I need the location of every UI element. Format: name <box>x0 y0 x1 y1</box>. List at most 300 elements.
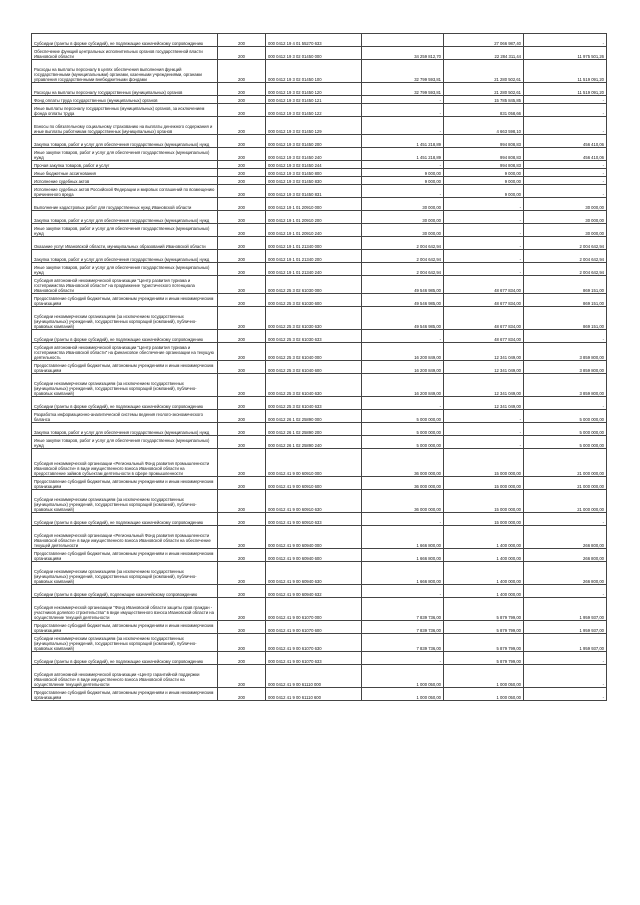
row-code-cell: 200 <box>218 423 266 436</box>
row-classification-cell: 000 0412 25 3 02 61030 000 <box>266 276 362 294</box>
row-executed-cell: - <box>444 423 524 436</box>
row-name-cell: Иные бюджетные ассигнования <box>32 169 218 177</box>
row-unexecuted-cell: 1 959 937,00 <box>524 598 607 621</box>
row-name-cell: Субсидии (гранты в форме субсидий), не подлежащие казначейскому сопровождению <box>32 652 218 665</box>
row-name-cell: Субсидии (гранты в форме субсидий), не подлежащие казначейскому сопровождению <box>32 330 218 343</box>
row-approved-cell: 1 451 218,89 <box>362 135 444 148</box>
row-classification-cell: 000 0412 26 1 02 25890 200 <box>266 423 362 436</box>
row-executed-cell: - <box>444 436 524 449</box>
table-row <box>32 397 607 410</box>
table-row <box>32 477 607 490</box>
row-classification-cell: 000 0412 19 1 01 21340 240 <box>266 263 362 276</box>
table-row <box>32 665 607 688</box>
row-approved-cell: 7 839 736,00 <box>362 634 444 652</box>
row-executed-cell: 994 808,83 <box>444 148 524 161</box>
row-classification-cell: 000 0412 26 1 02 25890 240 <box>266 436 362 449</box>
row-name-cell: Субсидия некоммерческой организации «Региональный Фонд развития промышленности Ивановской области» в виде имущественного взноса Ивановской области на предоставление займов субъектам деятельности в сфере промышленности <box>32 449 218 477</box>
row-executed-cell: 12 341 049,00 <box>444 343 524 361</box>
row-executed-cell: 48 677 834,00 <box>444 294 524 307</box>
row-code-cell: 200 <box>218 169 266 177</box>
row-approved-cell: - <box>362 652 444 665</box>
row-classification-cell: 000 0412 19 1 01 20910 240 <box>266 224 362 237</box>
row-name-cell: Расходы на выплаты персоналу государственных (муниципальных) органов <box>32 83 218 96</box>
row-code-cell: 200 <box>218 177 266 185</box>
row-code-cell: 200 <box>218 665 266 688</box>
row-name-cell: Закупка товаров, работ и услуг для обеспечения государственных (муниципальных) нужд <box>32 211 218 224</box>
row-classification-cell: 000 0412 19 3 02 01450 800 <box>266 169 362 177</box>
row-name-cell: Предоставление субсидий бюджетным, автономным учреждениям и иным некоммерческим организациям <box>32 294 218 307</box>
row-classification-cell: 000 0412 19 3 02 01450 244 <box>266 161 362 169</box>
row-code-cell: 200 <box>218 34 266 47</box>
row-executed-cell: 27 066 987,40 <box>444 34 524 47</box>
row-approved-cell: 5 000 000,00 <box>362 410 444 423</box>
row-classification-cell: 000 0412 19 3 02 01450 831 <box>266 185 362 198</box>
row-approved-cell: - <box>362 330 444 343</box>
row-name-cell: Субсидии некоммерческим организациям (за исключением государственных (муниципальных) учреждений, государственных корпораций (компаний), публично-правовых компаний) <box>32 562 218 585</box>
row-code-cell: 200 <box>218 148 266 161</box>
table-row <box>32 330 607 343</box>
row-approved-cell: 30 000,00 <box>362 211 444 224</box>
row-code-cell: 200 <box>218 47 266 60</box>
table-row <box>32 224 607 237</box>
row-executed-cell: 831 058,66 <box>444 104 524 117</box>
row-name-cell: Расходы на выплаты персоналу в целях обеспечения выполнения функций государственными (муниципальными) органами, казенными учреждениями, органами управления государственными внебюджетными фондами <box>32 60 218 83</box>
row-code-cell: 200 <box>218 397 266 410</box>
row-classification-cell: 000 0412 19 3 02 01450 240 <box>266 148 362 161</box>
row-executed-cell: - <box>444 237 524 250</box>
row-unexecuted-cell: 21 000 000,00 <box>524 477 607 490</box>
row-code-cell: 200 <box>218 83 266 96</box>
table-row <box>32 410 607 423</box>
row-classification-cell: 000 0412 41 9 00 61070 633 <box>266 652 362 665</box>
row-unexecuted-cell: 869 151,00 <box>524 276 607 294</box>
row-code-cell: 200 <box>218 343 266 361</box>
row-name-cell: Выполнение кадастровых работ для государственных нужд Ивановской области <box>32 198 218 211</box>
row-name-cell: Субсидия некоммерческой организации "Фонд Ивановской области защиты прав граждан - участников долевого строительства" в виде имущественного взноса Ивановской области на осуществление текущей деятельности <box>32 598 218 621</box>
row-unexecuted-cell: - <box>524 104 607 117</box>
row-unexecuted-cell: 11 519 091,20 <box>524 83 607 96</box>
row-code-cell: 200 <box>218 104 266 117</box>
row-unexecuted-cell: - <box>524 117 607 135</box>
table-row <box>32 198 607 211</box>
row-code-cell: 200 <box>218 224 266 237</box>
row-classification-cell: 000 0412 25 3 02 61030 630 <box>266 307 362 330</box>
row-unexecuted-cell: 3 859 800,00 <box>524 374 607 397</box>
row-classification-cell: 000 0412 41 9 00 60940 600 <box>266 549 362 562</box>
row-unexecuted-cell: - <box>524 665 607 688</box>
row-classification-cell: 000 0412 19 1 01 21340 200 <box>266 250 362 263</box>
table-row <box>32 276 607 294</box>
row-executed-cell: 15 000 000,00 <box>444 513 524 526</box>
row-approved-cell: 2 004 642,94 <box>362 237 444 250</box>
row-executed-cell: 15 785 845,85 <box>444 96 524 104</box>
row-classification-cell: 000 0412 41 9 00 61070 000 <box>266 598 362 621</box>
row-name-cell: Субсидии (гранты в форме субсидий), не подлежащие казначейскому сопровождению <box>32 397 218 410</box>
row-code-cell: 200 <box>218 410 266 423</box>
row-code-cell: 200 <box>218 330 266 343</box>
row-code-cell: 200 <box>218 652 266 665</box>
row-classification-cell: 000 0412 19 1 01 20910 000 <box>266 198 362 211</box>
row-code-cell: 200 <box>218 198 266 211</box>
row-classification-cell: 000 0412 41 9 00 60940 000 <box>266 526 362 549</box>
row-executed-cell: 22 284 311,44 <box>444 47 524 60</box>
row-approved-cell: 1 451 218,89 <box>362 148 444 161</box>
row-approved-cell: 30 000,00 <box>362 224 444 237</box>
row-executed-cell: - <box>444 224 524 237</box>
table-row <box>32 263 607 276</box>
row-name-cell: Предоставление субсидий бюджетным, автономным учреждениям и иным некоммерческим организациям <box>32 361 218 374</box>
table-row <box>32 490 607 513</box>
row-classification-cell: 000 0412 19 3 02 01450 830 <box>266 177 362 185</box>
table-row <box>32 135 607 148</box>
row-executed-cell: 994 808,83 <box>444 161 524 169</box>
table-row <box>32 185 607 198</box>
row-executed-cell: 15 000 000,00 <box>444 449 524 477</box>
row-name-cell: Субсидии некоммерческим организациям (за исключением государственных (муниципальных) учреждений, государственных корпораций (компаний), публично-правовых компаний) <box>32 634 218 652</box>
row-approved-cell: 16 200 849,00 <box>362 343 444 361</box>
row-approved-cell: 9 000,00 <box>362 177 444 185</box>
row-executed-cell: 21 280 502,61 <box>444 83 524 96</box>
row-executed-cell: 5 879 799,00 <box>444 598 524 621</box>
row-approved-cell: - <box>362 397 444 410</box>
row-code-cell: 200 <box>218 211 266 224</box>
table-row <box>32 169 607 177</box>
row-code-cell: 200 <box>218 513 266 526</box>
row-unexecuted-cell: 2 004 642,94 <box>524 263 607 276</box>
row-approved-cell: - <box>362 96 444 104</box>
row-classification-cell: 000 0412 19 3 02 01450 120 <box>266 83 362 96</box>
row-classification-cell: 000 0412 41 9 00 60910 000 <box>266 449 362 477</box>
row-name-cell: Иные закупки товаров, работ и услуг для обеспечения государственных (муниципальных) нужд <box>32 436 218 449</box>
row-executed-cell: - <box>444 263 524 276</box>
row-code-cell: 200 <box>218 96 266 104</box>
row-approved-cell: - <box>362 104 444 117</box>
row-approved-cell: 2 004 642,94 <box>362 250 444 263</box>
row-approved-cell: 9 000,00 <box>362 169 444 177</box>
row-name-cell: Предоставление субсидий бюджетным, автономным учреждениям и иным некоммерческим организациям <box>32 477 218 490</box>
table-row <box>32 526 607 549</box>
row-unexecuted-cell: 21 000 000,00 <box>524 490 607 513</box>
row-approved-cell: 2 004 642,94 <box>362 263 444 276</box>
row-executed-cell: - <box>444 410 524 423</box>
row-executed-cell: 9 000,00 <box>444 169 524 177</box>
row-classification-cell: 000 0412 41 9 00 60940 632 <box>266 585 362 598</box>
row-classification-cell: 000 0412 25 3 02 61040 600 <box>266 361 362 374</box>
row-approved-cell: 1 666 800,00 <box>362 549 444 562</box>
row-unexecuted-cell: 11 975 501,26 <box>524 47 607 60</box>
table-row <box>32 343 607 361</box>
row-classification-cell: 000 0412 26 1 02 25890 000 <box>266 410 362 423</box>
row-approved-cell: 49 546 985,00 <box>362 294 444 307</box>
row-executed-cell: 48 677 834,00 <box>444 330 524 343</box>
row-classification-cell: 000 0412 25 3 02 61040 630 <box>266 374 362 397</box>
row-approved-cell: 7 839 736,00 <box>362 598 444 621</box>
row-code-cell: 200 <box>218 250 266 263</box>
row-approved-cell: 32 799 593,81 <box>362 83 444 96</box>
table-row <box>32 436 607 449</box>
row-name-cell: Взносы по обязательному социальному страхованию на выплаты денежного содержания и иные выплаты работникам государственных (муниципальных) органов <box>32 117 218 135</box>
row-approved-cell: - <box>362 185 444 198</box>
row-executed-cell: 994 808,83 <box>444 135 524 148</box>
row-classification-cell: 000 0412 19 3 02 01450 100 <box>266 60 362 83</box>
row-name-cell: Оказание услуг Ивановской области, муниципальных образований Ивановской области <box>32 237 218 250</box>
table-row <box>32 96 607 104</box>
row-executed-cell: 1 400 000,00 <box>444 562 524 585</box>
row-name-cell: Субсидия некоммерческой организации «Региональный Фонд развития промышленности Ивановской области» в виде имущественного взноса Ивановской области на обеспечение текущей деятельности <box>32 526 218 549</box>
row-classification-cell: 000 0412 41 9 00 61110 000 <box>266 665 362 688</box>
row-executed-cell: - <box>444 198 524 211</box>
row-code-cell: 200 <box>218 477 266 490</box>
row-code-cell: 200 <box>218 526 266 549</box>
row-unexecuted-cell: 3 859 800,00 <box>524 361 607 374</box>
row-name-cell: Иные закупки товаров, работ и услуг для обеспечения государственных (муниципальных) нужд <box>32 148 218 161</box>
row-approved-cell: - <box>362 585 444 598</box>
row-classification-cell: 000 0412 19 4 01 55270 633 <box>266 34 362 47</box>
row-code-cell: 200 <box>218 307 266 330</box>
row-approved-cell: 49 546 985,00 <box>362 276 444 294</box>
row-classification-cell: 000 0412 19 1 01 20910 200 <box>266 211 362 224</box>
table-row <box>32 688 607 701</box>
table-row <box>32 562 607 585</box>
row-executed-cell: 9 000,00 <box>444 177 524 185</box>
row-name-cell: Фонд оплаты труда государственных (муниципальных) органов <box>32 96 218 104</box>
table-row <box>32 34 607 47</box>
row-classification-cell: 000 0412 41 9 00 61070 630 <box>266 634 362 652</box>
row-name-cell: Закупка товаров, работ и услуг для обеспечения государственных (муниципальных) нужд <box>32 423 218 436</box>
row-code-cell: 200 <box>218 449 266 477</box>
row-approved-cell: 16 200 849,00 <box>362 361 444 374</box>
row-code-cell: 200 <box>218 598 266 621</box>
row-classification-cell: 000 0412 19 3 02 01450 200 <box>266 135 362 148</box>
row-unexecuted-cell: - <box>524 34 607 47</box>
row-approved-cell: 1 666 800,00 <box>362 526 444 549</box>
row-name-cell: Субсидия автономной некоммерческой организации «Центр гарантийной поддержки Ивановской области» в виде имущественного взноса Ивановской области на осуществление текущей деятельности <box>32 665 218 688</box>
row-unexecuted-cell: 30 000,00 <box>524 198 607 211</box>
table-row <box>32 621 607 634</box>
row-code-cell: 200 <box>218 117 266 135</box>
row-unexecuted-cell: 869 151,00 <box>524 294 607 307</box>
row-executed-cell: 1 400 000,00 <box>444 549 524 562</box>
row-executed-cell: 1 400 000,00 <box>444 585 524 598</box>
row-executed-cell: 1 000 050,00 <box>444 665 524 688</box>
table-row <box>32 83 607 96</box>
table-row <box>32 294 607 307</box>
row-code-cell: 200 <box>218 436 266 449</box>
row-unexecuted-cell: 266 800,00 <box>524 549 607 562</box>
row-code-cell: 200 <box>218 549 266 562</box>
row-name-cell: Обеспечение функций центральных исполнительных органов государственной власти Ивановской области <box>32 47 218 60</box>
row-name-cell: Субсидии (гранты в форме субсидий), не подлежащие казначейскому сопровождению <box>32 34 218 47</box>
row-classification-cell: 000 0412 25 3 02 61040 633 <box>266 397 362 410</box>
row-name-cell: Предоставление субсидий бюджетным, автономным учреждениям и иным некоммерческим организациям <box>32 621 218 634</box>
row-executed-cell: 5 879 799,00 <box>444 652 524 665</box>
row-unexecuted-cell: - <box>524 513 607 526</box>
row-unexecuted-cell: 266 800,00 <box>524 562 607 585</box>
row-unexecuted-cell: 2 004 642,94 <box>524 250 607 263</box>
row-executed-cell: 1 400 000,00 <box>444 526 524 549</box>
table-row <box>32 237 607 250</box>
table-row <box>32 104 607 117</box>
row-approved-cell: 36 000 000,00 <box>362 490 444 513</box>
row-approved-cell: 1 000 050,00 <box>362 665 444 688</box>
row-executed-cell: - <box>444 250 524 263</box>
table-row <box>32 549 607 562</box>
row-executed-cell: 9 000,00 <box>444 185 524 198</box>
row-classification-cell: 000 0412 41 9 00 60910 633 <box>266 513 362 526</box>
row-approved-cell: 16 200 849,00 <box>362 374 444 397</box>
row-code-cell: 200 <box>218 135 266 148</box>
row-approved-cell: 5 000 000,00 <box>362 423 444 436</box>
row-unexecuted-cell: - <box>524 169 607 177</box>
row-code-cell: 200 <box>218 276 266 294</box>
row-unexecuted-cell: - <box>524 161 607 169</box>
row-name-cell: Разработка информационно-аналитической системы ведения геолого-экономического баланса <box>32 410 218 423</box>
row-code-cell: 200 <box>218 237 266 250</box>
row-name-cell: Субсидия автономной некоммерческой организации "Центр развития туризма и гостеприимства Ивановской области" на продвижение туристического потенциала Ивановской области <box>32 276 218 294</box>
row-name-cell: Закупка товаров, работ и услуг для обеспечения государственных (муниципальных) нужд <box>32 135 218 148</box>
row-unexecuted-cell: - <box>524 330 607 343</box>
row-unexecuted-cell: 456 410,06 <box>524 135 607 148</box>
row-approved-cell: 34 259 812,70 <box>362 47 444 60</box>
row-code-cell: 200 <box>218 161 266 169</box>
row-approved-cell: 7 839 736,00 <box>362 621 444 634</box>
table-row <box>32 513 607 526</box>
table-row <box>32 423 607 436</box>
row-code-cell: 200 <box>218 621 266 634</box>
table-row <box>32 47 607 60</box>
row-name-cell: Исполнение судебных актов Российской Федерации и мировых соглашений по возмещению причиненного вреда <box>32 185 218 198</box>
row-unexecuted-cell: 266 800,00 <box>524 526 607 549</box>
row-approved-cell: 32 799 593,81 <box>362 60 444 83</box>
row-classification-cell: 000 0412 19 3 02 01450 121 <box>266 96 362 104</box>
row-code-cell: 200 <box>218 294 266 307</box>
row-unexecuted-cell: 5 000 000,00 <box>524 410 607 423</box>
table-row <box>32 60 607 83</box>
table-row <box>32 250 607 263</box>
row-name-cell: Закупка товаров, работ и услуг для обеспечения государственных (муниципальных) нужд <box>32 250 218 263</box>
row-executed-cell: 48 677 834,00 <box>444 276 524 294</box>
row-name-cell: Исполнение судебных актов <box>32 177 218 185</box>
row-executed-cell: 1 000 050,00 <box>444 688 524 701</box>
row-classification-cell: 000 0412 25 3 02 61030 600 <box>266 294 362 307</box>
row-unexecuted-cell: - <box>524 688 607 701</box>
table-row <box>32 652 607 665</box>
row-name-cell: Субсидия автономной некоммерческой организации "Центр развития туризма и гостеприимства Ивановской области" на финансовое обеспечение организации на текущую деятельность <box>32 343 218 361</box>
row-code-cell: 200 <box>218 60 266 83</box>
row-code-cell: 200 <box>218 374 266 397</box>
row-classification-cell: 000 0412 25 3 02 61030 633 <box>266 330 362 343</box>
table-row <box>32 211 607 224</box>
row-code-cell: 200 <box>218 490 266 513</box>
row-classification-cell: 000 0412 19 1 01 21340 000 <box>266 237 362 250</box>
row-classification-cell: 000 0412 41 9 00 61070 600 <box>266 621 362 634</box>
row-classification-cell: 000 0412 41 9 00 60910 630 <box>266 490 362 513</box>
row-classification-cell: 000 0412 41 9 00 61110 600 <box>266 688 362 701</box>
row-unexecuted-cell: - <box>524 185 607 198</box>
row-executed-cell: - <box>444 211 524 224</box>
row-name-cell: Предоставление субсидий бюджетным, автономным учреждениям и иным некоммерческим организациям <box>32 688 218 701</box>
row-classification-cell: 000 0412 19 3 02 01450 122 <box>266 104 362 117</box>
row-unexecuted-cell: 456 410,06 <box>524 148 607 161</box>
table-row <box>32 117 607 135</box>
row-executed-cell: 5 879 799,00 <box>444 634 524 652</box>
row-approved-cell: 1 000 050,00 <box>362 688 444 701</box>
row-approved-cell: 5 000 000,00 <box>362 436 444 449</box>
table-row <box>32 449 607 477</box>
row-name-cell: Субсидии некоммерческим организациям (за исключением государственных (муниципальных) учреждений, государственных корпораций (компаний), публично-правовых компаний) <box>32 490 218 513</box>
table-row <box>32 148 607 161</box>
row-unexecuted-cell: 1 959 937,00 <box>524 621 607 634</box>
row-approved-cell: 1 666 800,00 <box>362 562 444 585</box>
row-name-cell: Иные закупки товаров, работ и услуг для обеспечения государственных (муниципальных) нужд <box>32 224 218 237</box>
row-name-cell: Иные закупки товаров, работ и услуг для обеспечения государственных (муниципальных) нужд <box>32 263 218 276</box>
row-unexecuted-cell: - <box>524 177 607 185</box>
row-executed-cell: 15 000 000,00 <box>444 477 524 490</box>
table-row <box>32 634 607 652</box>
row-executed-cell: 5 879 799,00 <box>444 621 524 634</box>
row-name-cell: Прочая закупка товаров, работ и услуг <box>32 161 218 169</box>
row-name-cell: Субсидии (гранты в форме субсидий), подлежащие казначейскому сопровождению <box>32 585 218 598</box>
row-approved-cell: 36 000 000,00 <box>362 449 444 477</box>
row-name-cell: Субсидии некоммерческим организациям (за исключением государственных (муниципальных) учреждений, государственных корпораций (компаний), публично-правовых компаний) <box>32 307 218 330</box>
row-approved-cell: - <box>362 161 444 169</box>
table-row <box>32 177 607 185</box>
row-unexecuted-cell: 2 004 642,94 <box>524 237 607 250</box>
row-approved-cell: 49 546 985,00 <box>362 307 444 330</box>
row-executed-cell: 12 341 049,00 <box>444 374 524 397</box>
table-row <box>32 307 607 330</box>
row-unexecuted-cell: 1 959 937,00 <box>524 634 607 652</box>
row-executed-cell: 12 341 049,00 <box>444 397 524 410</box>
table-row <box>32 161 607 169</box>
row-approved-cell: 36 000 000,00 <box>362 477 444 490</box>
row-unexecuted-cell: 30 000,00 <box>524 224 607 237</box>
row-unexecuted-cell: - <box>524 585 607 598</box>
table-body <box>32 34 607 701</box>
row-executed-cell: 4 663 598,10 <box>444 117 524 135</box>
row-name-cell: Субсидии некоммерческим организациям (за исключением государственных (муниципальных) учреждений, государственных корпораций (компаний), публично-правовых компаний) <box>32 374 218 397</box>
row-classification-cell: 000 0412 19 3 02 01450 000 <box>266 47 362 60</box>
row-unexecuted-cell: 21 000 000,00 <box>524 449 607 477</box>
row-unexecuted-cell: 11 519 091,20 <box>524 60 607 83</box>
row-code-cell: 200 <box>218 263 266 276</box>
row-code-cell: 200 <box>218 361 266 374</box>
row-approved-cell <box>362 34 444 47</box>
row-approved-cell: - <box>362 513 444 526</box>
row-classification-cell: 000 0412 41 9 00 60910 600 <box>266 477 362 490</box>
table-row <box>32 374 607 397</box>
table-row <box>32 598 607 621</box>
row-unexecuted-cell: 3 859 800,00 <box>524 343 607 361</box>
row-code-cell: 200 <box>218 185 266 198</box>
row-unexecuted-cell: - <box>524 397 607 410</box>
row-classification-cell: 000 0412 41 9 00 60940 630 <box>266 562 362 585</box>
row-executed-cell: 21 280 502,61 <box>444 60 524 83</box>
row-approved-cell: 30 000,00 <box>362 198 444 211</box>
table-row <box>32 585 607 598</box>
row-name-cell: Предоставление субсидий бюджетным, автономным учреждениям и иным некоммерческим организациям <box>32 549 218 562</box>
row-unexecuted-cell: - <box>524 96 607 104</box>
table-row <box>32 361 607 374</box>
row-unexecuted-cell: - <box>524 652 607 665</box>
row-executed-cell: 48 677 834,00 <box>444 307 524 330</box>
row-executed-cell: 12 341 049,00 <box>444 361 524 374</box>
row-classification-cell: 000 0412 25 3 02 61040 000 <box>266 343 362 361</box>
row-code-cell: 200 <box>218 688 266 701</box>
row-name-cell: Субсидии (гранты в форме субсидий), не подлежащие казначейскому сопровождению <box>32 513 218 526</box>
row-name-cell: Иные выплаты персоналу государственных (муниципальных) органов, за исключением фонда оплаты труда <box>32 104 218 117</box>
budget-execution-table <box>31 33 607 701</box>
